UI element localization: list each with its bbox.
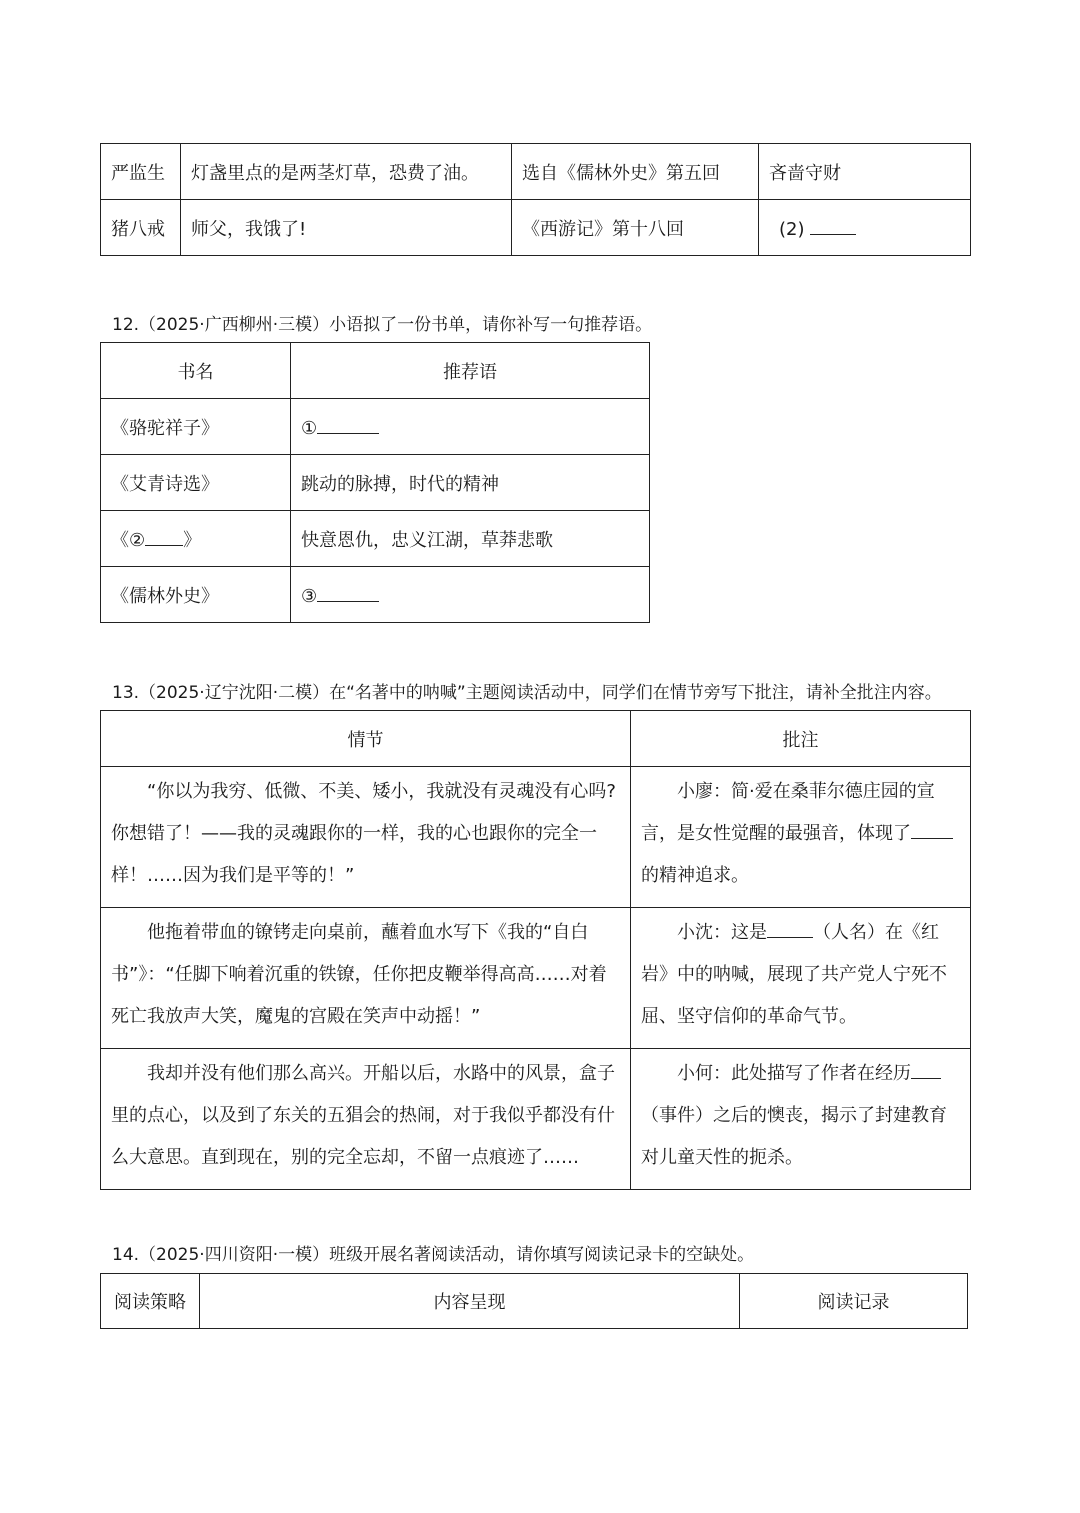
- header-annotation: 批注: [631, 711, 971, 767]
- plot-text: “你以为我穷、低微、不美、矮小，我就没有灵魂没有心吗?你想错了！——我的灵魂跟你的一样，我的心也跟你的完全一样！……因为我们是平等的！”: [111, 781, 616, 886]
- annotation-part-b: （事件）之后的懊丧，揭示了封建教育对儿童天性的扼杀。: [641, 1105, 947, 1168]
- table-header-row: [101, 711, 971, 767]
- table-header-row: [101, 1274, 968, 1329]
- annotation-part-a: 小何：此处描写了作者在经历: [677, 1063, 911, 1084]
- book-title-suffix: 》: [183, 529, 202, 551]
- answer-blank[interactable]: [317, 583, 379, 602]
- answer-blank[interactable]: [810, 216, 856, 235]
- recommendation-cell: [291, 399, 650, 455]
- annotation-table: [100, 710, 971, 1190]
- recommendation: 跳动的脉搏，时代的精神: [291, 455, 650, 511]
- plot-cell: [101, 767, 631, 908]
- reading-record-table: [100, 1273, 968, 1329]
- table-header-row: [101, 343, 650, 399]
- annotation-part-a: 小沈：这是: [677, 922, 767, 943]
- book-title: 《骆驼祥子》: [101, 399, 291, 455]
- annotation-part-a: 小廖：简·爱在桑菲尔德庄园的宣言，是女性觉醒的最强音，体现了: [641, 781, 935, 844]
- answer-blank[interactable]: [911, 1060, 941, 1079]
- header-book: 书名: [101, 343, 291, 399]
- table-row: [101, 455, 650, 511]
- annotation-cell: [631, 908, 971, 1049]
- answer-blank[interactable]: [317, 415, 379, 434]
- plot-cell: [101, 908, 631, 1049]
- answer-blank[interactable]: [145, 527, 183, 546]
- recommendation: 快意恩仇，忠义江湖，草莽悲歌: [291, 511, 650, 567]
- header-recommendation: 推荐语: [291, 343, 650, 399]
- table-row: [101, 767, 971, 908]
- header-strategy: 阅读策略: [101, 1274, 200, 1329]
- character-quote: 灯盏里点的是两茎灯草，恐费了油。: [181, 144, 512, 200]
- annotation-part-b: 的精神追求。: [641, 865, 749, 886]
- blank-label: ③: [301, 585, 318, 607]
- annotation-text: [631, 1049, 970, 1183]
- annotation-text: [631, 908, 970, 1042]
- table-row: [101, 908, 971, 1049]
- character-source: 选自《儒林外史》第五回: [512, 144, 759, 200]
- plot-text: 我却并没有他们那么高兴。开船以后，水路中的风景，盒子里的点心，以及到了东关的五猖会的热闹，对于我似乎都没有什么大意思。直到现在，别的完全忘却，不留一点痕迹了……: [111, 1063, 615, 1168]
- character-name: 严监生: [101, 144, 181, 200]
- header-content: 内容呈现: [200, 1274, 740, 1329]
- annotation-part-b: （人名）在《红岩》中的呐喊，展现了共产党人宁死不屈、坚守信仰的革命气节。: [641, 922, 947, 1027]
- header-plot: 情节: [101, 711, 631, 767]
- table-row: [101, 567, 650, 623]
- table-row: [101, 399, 650, 455]
- answer-blank[interactable]: [767, 919, 813, 938]
- book-title-cell: [101, 511, 291, 567]
- plot-text: 他拖着带血的镣铐走向桌前，蘸着血水写下《我的“自白书”》：“任脚下响着沉重的铁镣，任你把皮鞭举得高高……对着死亡我放声大笑，魔鬼的宫殿在笑声中动摇！”: [111, 922, 607, 1027]
- question-12-text: 12.（2025·广西柳州·三模）小语拟了一份书单，请你补写一句推荐语。: [112, 315, 653, 335]
- annotation-cell: [631, 1049, 971, 1190]
- character-trait: 吝啬守财: [759, 144, 971, 200]
- character-source: 《西游记》第十八回: [512, 200, 759, 256]
- table-row: [101, 200, 971, 256]
- header-record: 阅读记录: [740, 1274, 968, 1329]
- table-row: [101, 511, 650, 567]
- answer-blank[interactable]: [911, 820, 953, 839]
- table-row: [101, 144, 971, 200]
- table-row: [101, 1049, 971, 1190]
- question-13-text: 13.（2025·辽宁沈阳·二模）在“名著中的呐喊”主题阅读活动中，同学们在情节旁写下批注，请补全批注内容。: [112, 683, 942, 703]
- blank-label: ①: [301, 417, 318, 439]
- recommendation-cell: [291, 567, 650, 623]
- book-title-prefix: 《②: [111, 529, 146, 551]
- character-trait-cell: [759, 200, 971, 256]
- plot-cell: [101, 1049, 631, 1190]
- annotation-cell: [631, 767, 971, 908]
- question-14-text: 14.（2025·四川资阳·一模）班级开展名著阅读活动，请你填写阅读记录卡的空缺处。: [112, 1245, 755, 1265]
- character-table: [100, 143, 971, 256]
- character-quote: 师父，我饿了!: [181, 200, 512, 256]
- character-name: 猪八戒: [101, 200, 181, 256]
- book-title: 《艾青诗选》: [101, 455, 291, 511]
- blank-label: (2): [779, 218, 805, 240]
- book-title: 《儒林外史》: [101, 567, 291, 623]
- book-list-table: [100, 342, 650, 623]
- annotation-text: [631, 767, 970, 901]
